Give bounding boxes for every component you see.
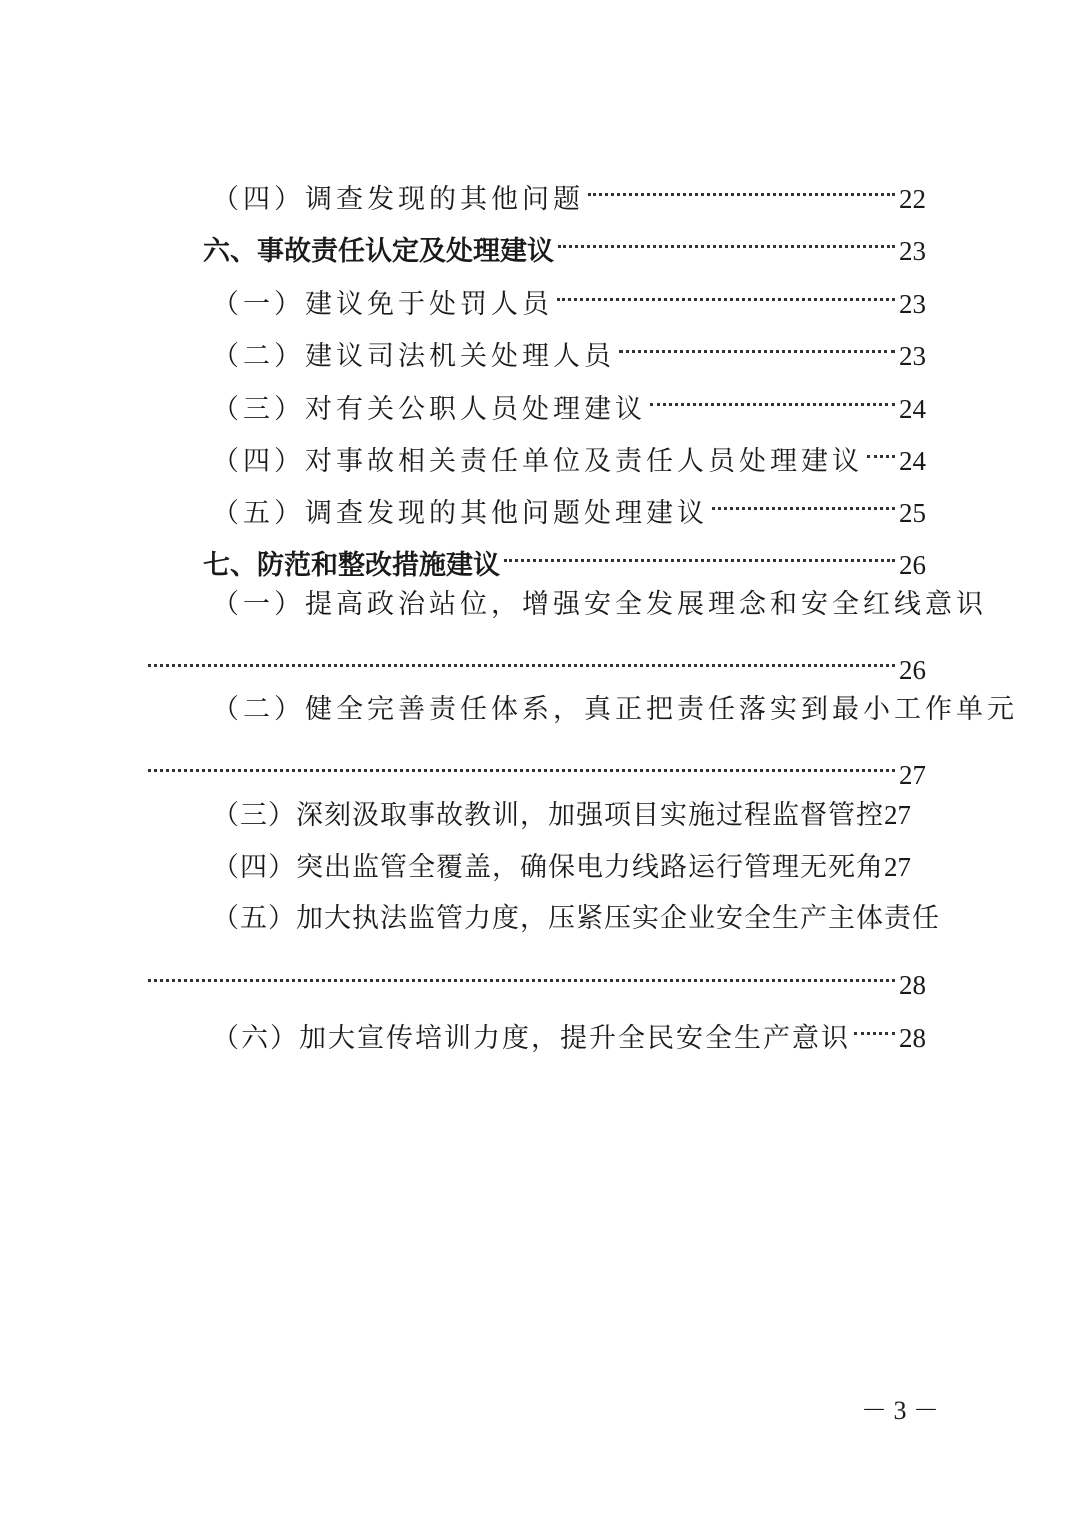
- toc-entry-page: 25: [899, 498, 926, 528]
- toc-entry-wrapped: [212, 688, 1018, 732]
- toc-entry-title: （五）加大执法监管力度，压紧压实企业安全生产主体责任: [212, 903, 940, 934]
- toc-entry-page: 23: [899, 289, 926, 319]
- toc-entry-page: 27: [884, 852, 911, 882]
- toc-entry-wrapped: [212, 897, 952, 941]
- toc-entry: [212, 321, 926, 372]
- toc-leader: [557, 269, 895, 313]
- toc-entry-title: （一）提高政治站位，增强安全发展理念和安全红线意识: [212, 589, 987, 620]
- toc-entry: [212, 426, 926, 477]
- toc-entry-title: 六、事故责任认定及处理建议: [203, 236, 554, 267]
- toc-entry-title: （四）突出监管全覆盖，确保电力线路运行管理无死角: [212, 852, 884, 883]
- toc-entry-page: 28: [899, 1023, 926, 1053]
- toc-entry-page: 27: [884, 800, 911, 830]
- toc-entry-wrapped: [212, 583, 987, 627]
- toc-entry-page: 23: [899, 236, 926, 266]
- toc-leader: [504, 530, 895, 574]
- toc-entry-continuation: [148, 950, 926, 1000]
- toc-section-heading: [203, 216, 926, 267]
- toc-leader: [867, 426, 895, 470]
- toc-leader: [619, 321, 895, 365]
- toc-entry-title: 七、防范和整改措施建议: [203, 550, 500, 581]
- toc-entry-page: 26: [899, 655, 926, 685]
- toc-entry-continuation: [148, 635, 926, 685]
- toc-leader: [650, 374, 895, 418]
- toc-entry-page: 24: [899, 446, 926, 476]
- toc-leader: [558, 216, 895, 260]
- toc-entry: [212, 164, 926, 215]
- toc-entry-title: （六）加大宣传培训力度，提升全民安全生产意识: [212, 1023, 850, 1054]
- toc-entry-page: 27: [899, 760, 926, 790]
- toc-entry-page: 23: [899, 341, 926, 371]
- toc-entry: [212, 845, 926, 889]
- toc-leader: [148, 635, 895, 679]
- toc-entry-continuation: [148, 740, 926, 790]
- toc-entry-page: 28: [899, 970, 926, 1000]
- toc-entry-title: （三）深刻汲取事故教训，加强项目实施过程监督管控: [212, 800, 884, 831]
- page-number: － 3 －: [860, 1396, 939, 1425]
- toc-entry-page: 24: [899, 394, 926, 424]
- toc-entry-title: （四）调查发现的其他问题: [212, 184, 584, 215]
- toc-entry-page: 22: [899, 184, 926, 214]
- toc-leader: [148, 950, 895, 994]
- toc-entry-title: （二）健全完善责任体系，真正把责任落实到最小工作单元: [212, 694, 1018, 725]
- toc-entry-title: （五）调查发现的其他问题处理建议: [212, 498, 708, 529]
- toc-entry: [212, 1003, 926, 1054]
- toc-entry: [212, 478, 926, 529]
- toc-entry: [212, 269, 926, 320]
- toc-leader: [712, 478, 895, 522]
- toc-entry-title: （四）对事故相关责任单位及责任人员处理建议: [212, 446, 863, 477]
- toc-entry: [212, 374, 926, 425]
- toc-leader: [148, 740, 895, 784]
- toc-entry-title: （二）建议司法机关处理人员: [212, 341, 615, 372]
- toc-leader: [854, 1003, 895, 1047]
- toc-entry-page: 26: [899, 550, 926, 580]
- toc-leader: [588, 164, 895, 208]
- toc-entry-title: （三）对有关公职人员处理建议: [212, 394, 646, 425]
- toc-section-heading: [203, 530, 926, 581]
- toc-entry: [212, 793, 926, 837]
- toc-entry-title: （一）建议免于处罚人员: [212, 289, 553, 320]
